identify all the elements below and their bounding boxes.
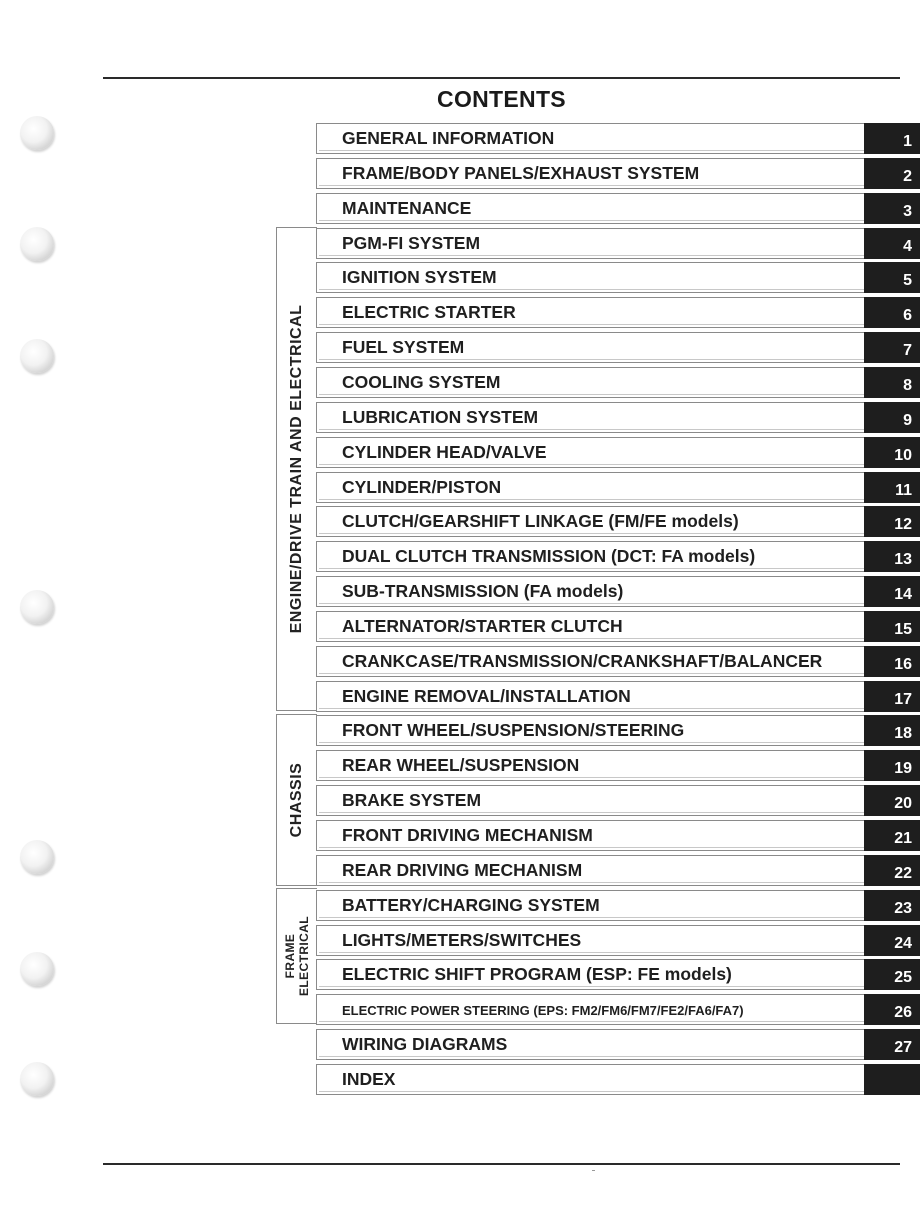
contents-row[interactable] <box>316 472 864 503</box>
contents-row[interactable] <box>316 402 864 433</box>
section-tab[interactable] <box>864 925 920 956</box>
section-tab[interactable] <box>864 1029 920 1060</box>
contents-row[interactable] <box>316 715 864 746</box>
contents-row[interactable] <box>316 262 864 293</box>
section-tab[interactable] <box>864 681 920 712</box>
section-tab-number: 18 <box>894 725 912 742</box>
contents-row-label: ENGINE REMOVAL/INSTALLATION <box>342 686 631 706</box>
section-tab-number: 6 <box>903 307 912 324</box>
contents-row[interactable] <box>316 785 864 816</box>
contents-row-label: ELECTRIC STARTER <box>342 302 516 322</box>
group-frame-electrical-label <box>283 916 311 996</box>
section-tab[interactable] <box>864 646 920 677</box>
section-tab-number: 1 <box>903 133 912 150</box>
contents-row[interactable] <box>316 994 864 1025</box>
binder-hole <box>20 952 54 986</box>
contents-row[interactable] <box>316 228 864 259</box>
binder-hole <box>20 116 54 150</box>
contents-row[interactable] <box>316 367 864 398</box>
section-tab-number: 13 <box>894 551 912 568</box>
section-tab[interactable] <box>864 820 920 851</box>
contents-row-label: DUAL CLUTCH TRANSMISSION (DCT: FA models) <box>342 546 756 566</box>
contents-row-label: WIRING DIAGRAMS <box>342 1034 508 1054</box>
section-tab-number: 23 <box>894 900 912 917</box>
section-tab-number: 25 <box>894 969 912 986</box>
section-tab-number: 7 <box>903 342 912 359</box>
contents-row-label: PGM-FI SYSTEM <box>342 233 481 253</box>
section-tab-number: 14 <box>894 586 912 603</box>
contents-row[interactable] <box>316 332 864 363</box>
section-tab-number: 15 <box>894 621 912 638</box>
group-engine-label: ENGINE/DRIVE TRAIN AND ELECTRICAL <box>288 304 305 634</box>
section-tab[interactable] <box>864 611 920 642</box>
section-tab-number: 20 <box>894 795 912 812</box>
section-tab-number: 17 <box>894 691 912 708</box>
binder-hole <box>20 227 54 261</box>
section-tab[interactable] <box>864 332 920 363</box>
contents-row[interactable] <box>316 855 864 886</box>
contents-row-label: BATTERY/CHARGING SYSTEM <box>342 895 600 915</box>
section-tab-number: 26 <box>894 1004 912 1021</box>
section-tab[interactable] <box>864 750 920 781</box>
contents-row[interactable] <box>316 611 864 642</box>
top-rule <box>103 77 900 79</box>
section-tab[interactable] <box>864 437 920 468</box>
contents-row-label: LUBRICATION SYSTEM <box>342 407 539 427</box>
contents-row-label: CRANKCASE/TRANSMISSION/CRANKSHAFT/BALANCER <box>342 651 823 671</box>
section-tab[interactable] <box>864 994 920 1025</box>
section-tab[interactable] <box>864 715 920 746</box>
group-frame-electrical <box>276 888 317 1024</box>
contents-row-label: FRONT DRIVING MECHANISM <box>342 825 593 845</box>
contents-row[interactable] <box>316 681 864 712</box>
contents-row[interactable] <box>316 123 864 154</box>
section-tab[interactable] <box>864 576 920 607</box>
contents-row-label: FRAME/BODY PANELS/EXHAUST SYSTEM <box>342 163 700 183</box>
section-tab-number: 10 <box>894 447 912 464</box>
section-tab[interactable] <box>864 158 920 189</box>
section-tab[interactable] <box>864 228 920 259</box>
section-tab-number: 5 <box>903 272 912 289</box>
binder-hole <box>20 840 54 874</box>
contents-row-label: CYLINDER/PISTON <box>342 477 502 497</box>
binder-hole <box>20 339 54 373</box>
group-frame-line2: ELECTRICAL <box>297 916 311 996</box>
section-tab-number: 3 <box>903 203 912 220</box>
contents-row-label: IGNITION SYSTEM <box>342 267 497 287</box>
contents-row[interactable] <box>316 820 864 851</box>
section-tab[interactable] <box>864 785 920 816</box>
contents-row[interactable] <box>316 1064 864 1095</box>
contents-row-label: SUB-TRANSMISSION (FA models) <box>342 581 624 601</box>
contents-row[interactable] <box>316 576 864 607</box>
contents-row-label: INDEX <box>342 1069 396 1089</box>
contents-row[interactable] <box>316 297 864 328</box>
contents-row-label: REAR WHEEL/SUSPENSION <box>342 755 580 775</box>
section-tab[interactable] <box>864 541 920 572</box>
group-chassis-label: CHASSIS <box>288 762 305 838</box>
contents-row-label: MAINTENANCE <box>342 198 472 218</box>
section-tab-number: 9 <box>903 412 912 429</box>
contents-row-label: ELECTRIC SHIFT PROGRAM (ESP: FE models) <box>342 964 732 984</box>
scan-mark <box>592 1170 595 1171</box>
section-tab-number: 19 <box>894 760 912 777</box>
section-tab-number: 24 <box>894 935 912 952</box>
section-tab[interactable] <box>864 959 920 990</box>
section-tab-number: 4 <box>903 238 912 255</box>
section-tab[interactable] <box>864 890 920 921</box>
section-tab-number: 16 <box>894 656 912 673</box>
section-tab[interactable] <box>864 506 920 537</box>
contents-row-label: REAR DRIVING MECHANISM <box>342 860 583 880</box>
contents-row-label: ALTERNATOR/STARTER CLUTCH <box>342 616 623 636</box>
section-tab-number: 8 <box>903 377 912 394</box>
section-tab[interactable] <box>864 367 920 398</box>
section-tab-number: 12 <box>894 516 912 533</box>
section-tab-number: 21 <box>894 830 912 847</box>
section-tab[interactable] <box>864 193 920 224</box>
group-chassis <box>276 714 317 886</box>
section-tab[interactable] <box>864 1064 920 1095</box>
section-tab-number: 27 <box>894 1039 912 1056</box>
section-tab[interactable] <box>864 123 920 154</box>
group-frame-line1: FRAME <box>283 933 297 979</box>
contents-row[interactable] <box>316 541 864 572</box>
contents-row[interactable] <box>316 646 864 677</box>
contents-row[interactable] <box>316 890 864 921</box>
contents-row-label: CYLINDER HEAD/VALVE <box>342 442 547 462</box>
contents-row[interactable] <box>316 437 864 468</box>
contents-row-label: CLUTCH/GEARSHIFT LINKAGE (FM/FE models) <box>342 511 739 531</box>
contents-row[interactable] <box>316 959 864 990</box>
contents-row[interactable] <box>316 193 864 224</box>
section-tab[interactable] <box>864 402 920 433</box>
contents-row-label: COOLING SYSTEM <box>342 372 501 392</box>
contents-row[interactable] <box>316 506 864 537</box>
binder-hole <box>20 590 54 624</box>
contents-row[interactable] <box>316 1029 864 1060</box>
contents-row[interactable] <box>316 750 864 781</box>
page-title: CONTENTS <box>437 86 566 112</box>
binder-hole <box>20 1062 54 1096</box>
section-tab[interactable] <box>864 472 920 503</box>
section-tab-number: 2 <box>903 168 912 185</box>
bottom-rule <box>103 1163 900 1165</box>
contents-row-label: FUEL SYSTEM <box>342 337 465 357</box>
section-tab[interactable] <box>864 262 920 293</box>
section-tab[interactable] <box>864 297 920 328</box>
contents-row-label: ELECTRIC POWER STEERING (EPS: FM2/FM6/FM7/FE2/FA6/FA7) <box>342 1003 744 1018</box>
section-tab[interactable] <box>864 855 920 886</box>
contents-row-label: GENERAL INFORMATION <box>342 128 555 148</box>
section-tab-number: 11 <box>895 482 912 499</box>
contents-row-label: LIGHTS/METERS/SWITCHES <box>342 930 582 950</box>
contents-row[interactable] <box>316 925 864 956</box>
contents-row-label: FRONT WHEEL/SUSPENSION/STEERING <box>342 720 685 740</box>
group-engine-drive-train <box>276 227 317 711</box>
section-tab-number: 22 <box>894 865 912 882</box>
contents-row[interactable] <box>316 158 864 189</box>
contents-row-label: BRAKE SYSTEM <box>342 790 482 810</box>
